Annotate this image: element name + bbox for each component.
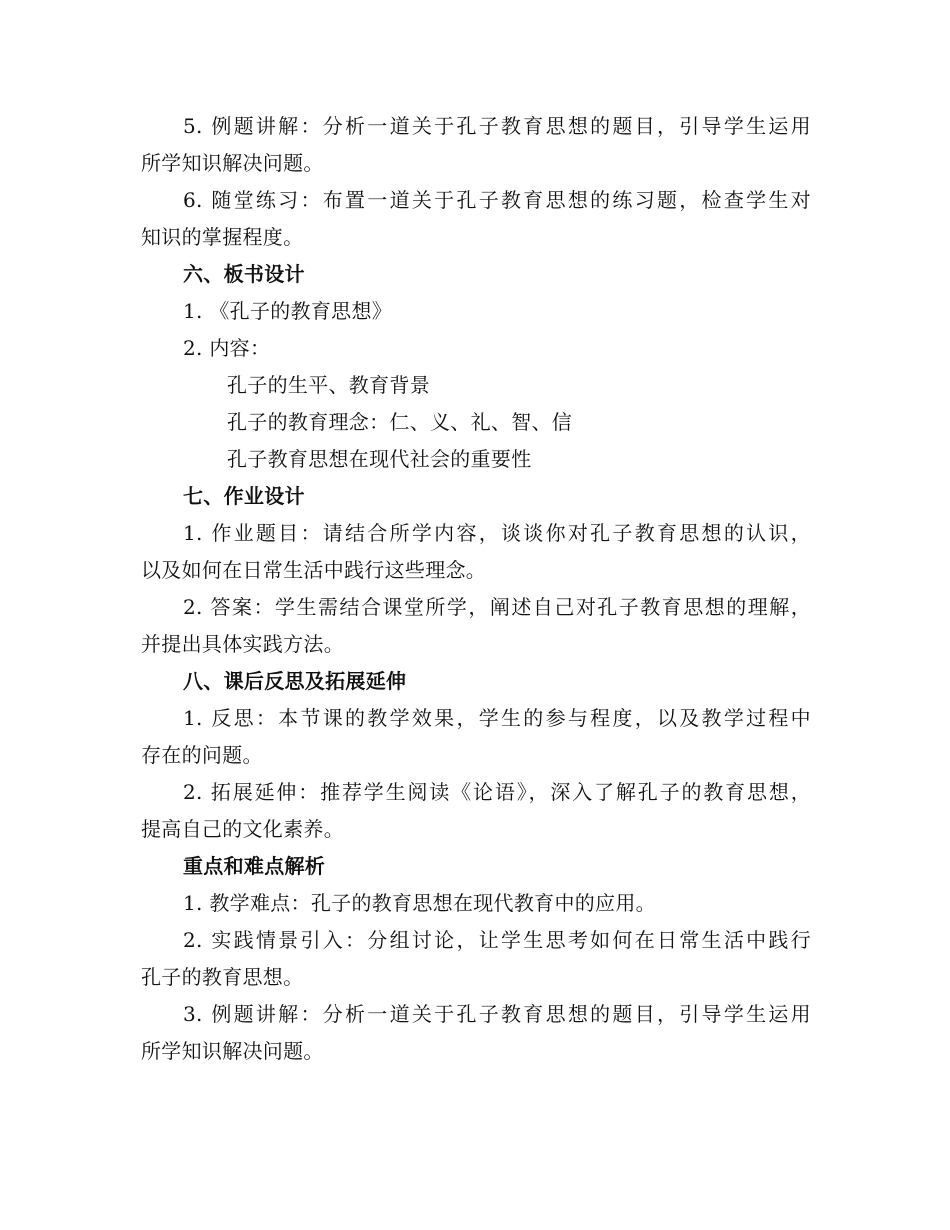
paragraph-line: 6. 随堂练习：布置一道关于孔子教育思想的练习题，检查学生对: [183, 188, 811, 212]
paragraph-line: 知识的掌握程度。: [141, 225, 304, 249]
paragraph-line: 1. 反思：本节课的教学效果，学生的参与程度，以及教学过程中: [183, 706, 811, 730]
section-heading: 七、作业设计: [183, 484, 305, 508]
paragraph-line: 并提出具体实践方法。: [141, 632, 344, 656]
paragraph-line: 孔子的教育理念：仁、义、礼、智、信: [227, 410, 573, 434]
paragraph-line: 2. 拓展延伸：推荐学生阅读《论语》，深入了解孔子的教育思想，: [183, 780, 811, 804]
paragraph-line: 1. 教学难点：孔子的教育思想在现代教育中的应用。: [183, 891, 656, 915]
paragraph-line: 所学知识解决问题。: [141, 151, 324, 175]
paragraph-line: 所学知识解决问题。: [141, 1039, 324, 1063]
paragraph-line: 5. 例题讲解：分析一道关于孔子教育思想的题目，引导学生运用: [183, 114, 811, 138]
paragraph-line: 提高自己的文化素养。: [141, 817, 344, 841]
paragraph-line: 2. 内容：: [183, 336, 271, 360]
paragraph-line: 2. 实践情景引入：分组讨论，让学生思考如何在日常生活中践行: [183, 928, 811, 952]
paragraph-line: 孔子教育思想在现代社会的重要性: [227, 447, 532, 471]
paragraph-line: 2. 答案：学生需结合课堂所学，阐述自己对孔子教育思想的理解，: [183, 595, 811, 619]
document-body: [141, 108, 811, 1070]
section-heading: 六、板书设计: [183, 262, 305, 286]
paragraph-line: 以及如何在日常生活中践行这些理念。: [141, 558, 487, 582]
paragraph-line: 3. 例题讲解：分析一道关于孔子教育思想的题目，引导学生运用: [183, 1002, 811, 1026]
paragraph-line: 孔子的生平、教育背景: [227, 373, 430, 397]
paragraph-line: 孔子的教育思想。: [141, 965, 304, 989]
paragraph-line: 1. 《孔子的教育思想》: [183, 299, 393, 323]
section-heading: 八、课后反思及拓展延伸: [183, 669, 407, 693]
paragraph-line: 1. 作业题目：请结合所学内容，谈谈你对孔子教育思想的认识，: [183, 521, 811, 545]
section-heading: 重点和难点解析: [183, 854, 326, 878]
paragraph-line: 存在的问题。: [141, 743, 263, 767]
